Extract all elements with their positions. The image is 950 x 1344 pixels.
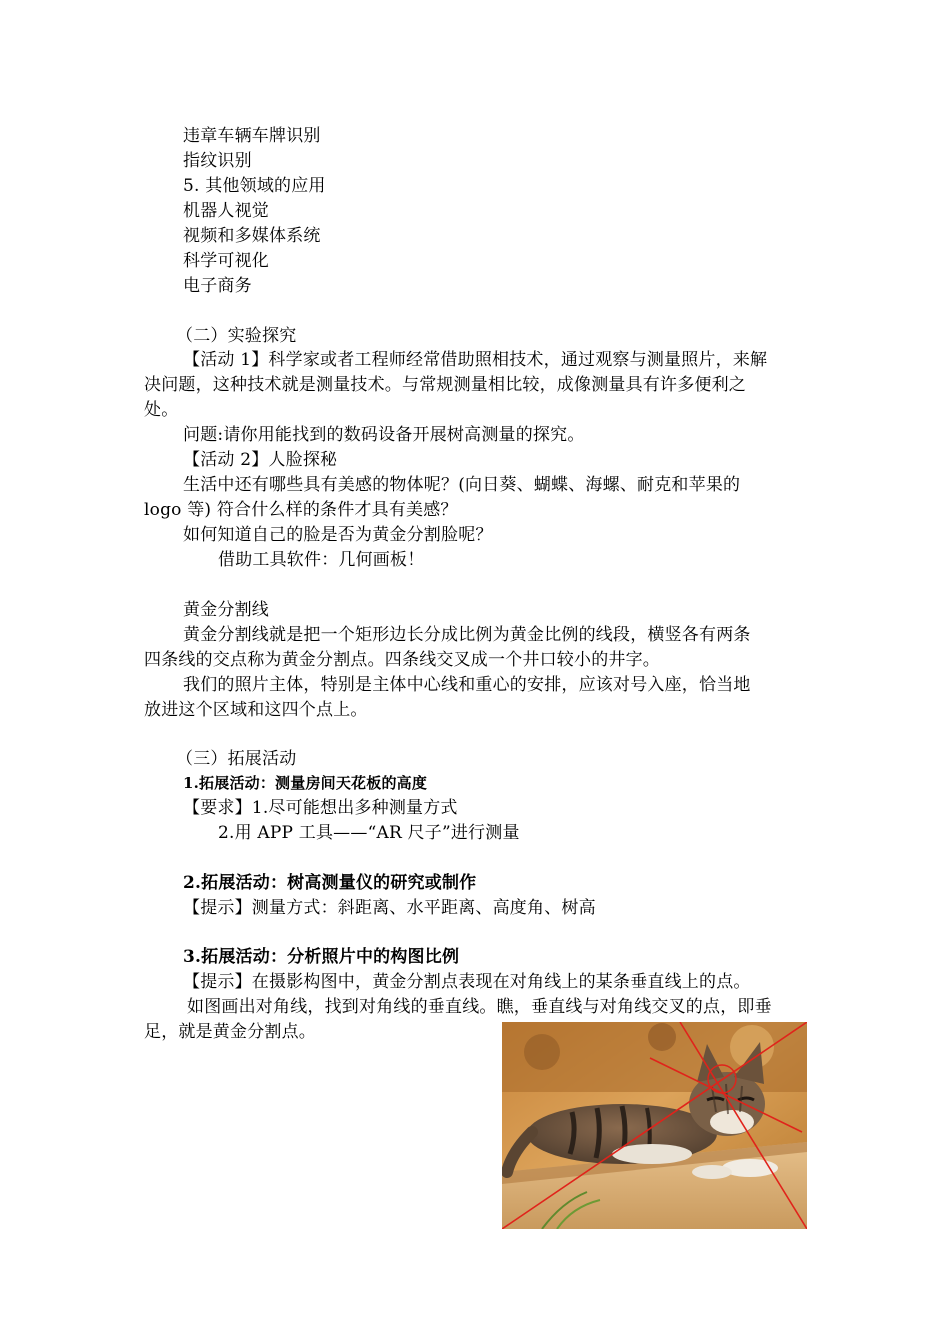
paragraph-line: 四条线的交点称为黄金分割点。四条线交叉成一个井口较小的井字。 <box>144 650 660 670</box>
subsection-title: 黄金分割线 <box>183 600 269 620</box>
tool-line: 借助工具软件：几何画板！ <box>218 550 425 570</box>
requirement-line: 【要求】1.尽可能想出多种测量方式 <box>183 798 458 818</box>
list-item: 机器人视觉 <box>183 201 269 221</box>
section-heading: （二）实验探究 <box>176 326 297 346</box>
paragraph-line: 放进这个区域和这四个点上。 <box>144 700 368 720</box>
paragraph-line: 生活中还有哪些具有美感的物体呢？(向日葵、蝴蝶、海螺、耐克和苹果的 <box>183 475 741 495</box>
activity-title: 【活动 2】人脸探秘 <box>183 450 338 470</box>
section-heading: （三）拓展活动 <box>176 749 297 769</box>
paragraph-line: logo 等) 符合什么样的条件才具有美感？ <box>144 500 458 520</box>
paragraph-line: 如何知道自己的脸是否为黄金分割脸呢？ <box>183 525 493 545</box>
list-item: 违章车辆车牌识别 <box>183 126 321 146</box>
paragraph-line: 处。 <box>144 400 179 420</box>
paragraph-line: 我们的照片主体，特别是主体中心线和重心的安排，应该对号入座，恰当地 <box>183 675 751 695</box>
list-item: 5. 其他领域的应用 <box>183 176 326 196</box>
hint-line: 【提示】测量方式：斜距离、水平距离、高度角、树高 <box>183 898 596 918</box>
extension-title: 1.拓展活动：测量房间天花板的高度 <box>183 774 428 792</box>
paragraph-line: 【活动 1】科学家或者工程师经常借助照相技术，通过观察与测量照片，来解 <box>183 350 768 370</box>
hint-line: 【提示】在摄影构图中，黄金分割点表现在对角线上的某条垂直线上的点。 <box>183 972 751 992</box>
list-item: 视频和多媒体系统 <box>183 226 321 246</box>
paragraph-line: 足，就是黄金分割点。 <box>144 1022 316 1042</box>
paragraph-line: 决问题，这种技术就是测量技术。与常规测量相比较，成像测量具有许多便利之 <box>144 375 746 395</box>
paragraph-line: 如图画出对角线，找到对角线的垂直线。瞧，垂直线与对角线交叉的点，即垂 <box>187 997 772 1017</box>
cat-photo-illustration <box>502 1022 807 1229</box>
list-item: 电子商务 <box>183 276 252 296</box>
list-item: 科学可视化 <box>183 251 269 271</box>
question-line: 问题:请你用能找到的数码设备开展树高测量的探究。 <box>183 425 585 445</box>
list-item: 指纹识别 <box>183 151 252 171</box>
paragraph-line: 黄金分割线就是把一个矩形边长分成比例为黄金比例的线段，横竖各有两条 <box>183 625 751 645</box>
cat-photo <box>502 1022 807 1229</box>
requirement-line: 2.用 APP 工具——“AR 尺子”进行测量 <box>218 823 520 843</box>
extension-title: 2.拓展活动：树高测量仪的研究或制作 <box>183 873 477 893</box>
extension-title: 3.拓展活动：分析照片中的构图比例 <box>183 947 460 967</box>
